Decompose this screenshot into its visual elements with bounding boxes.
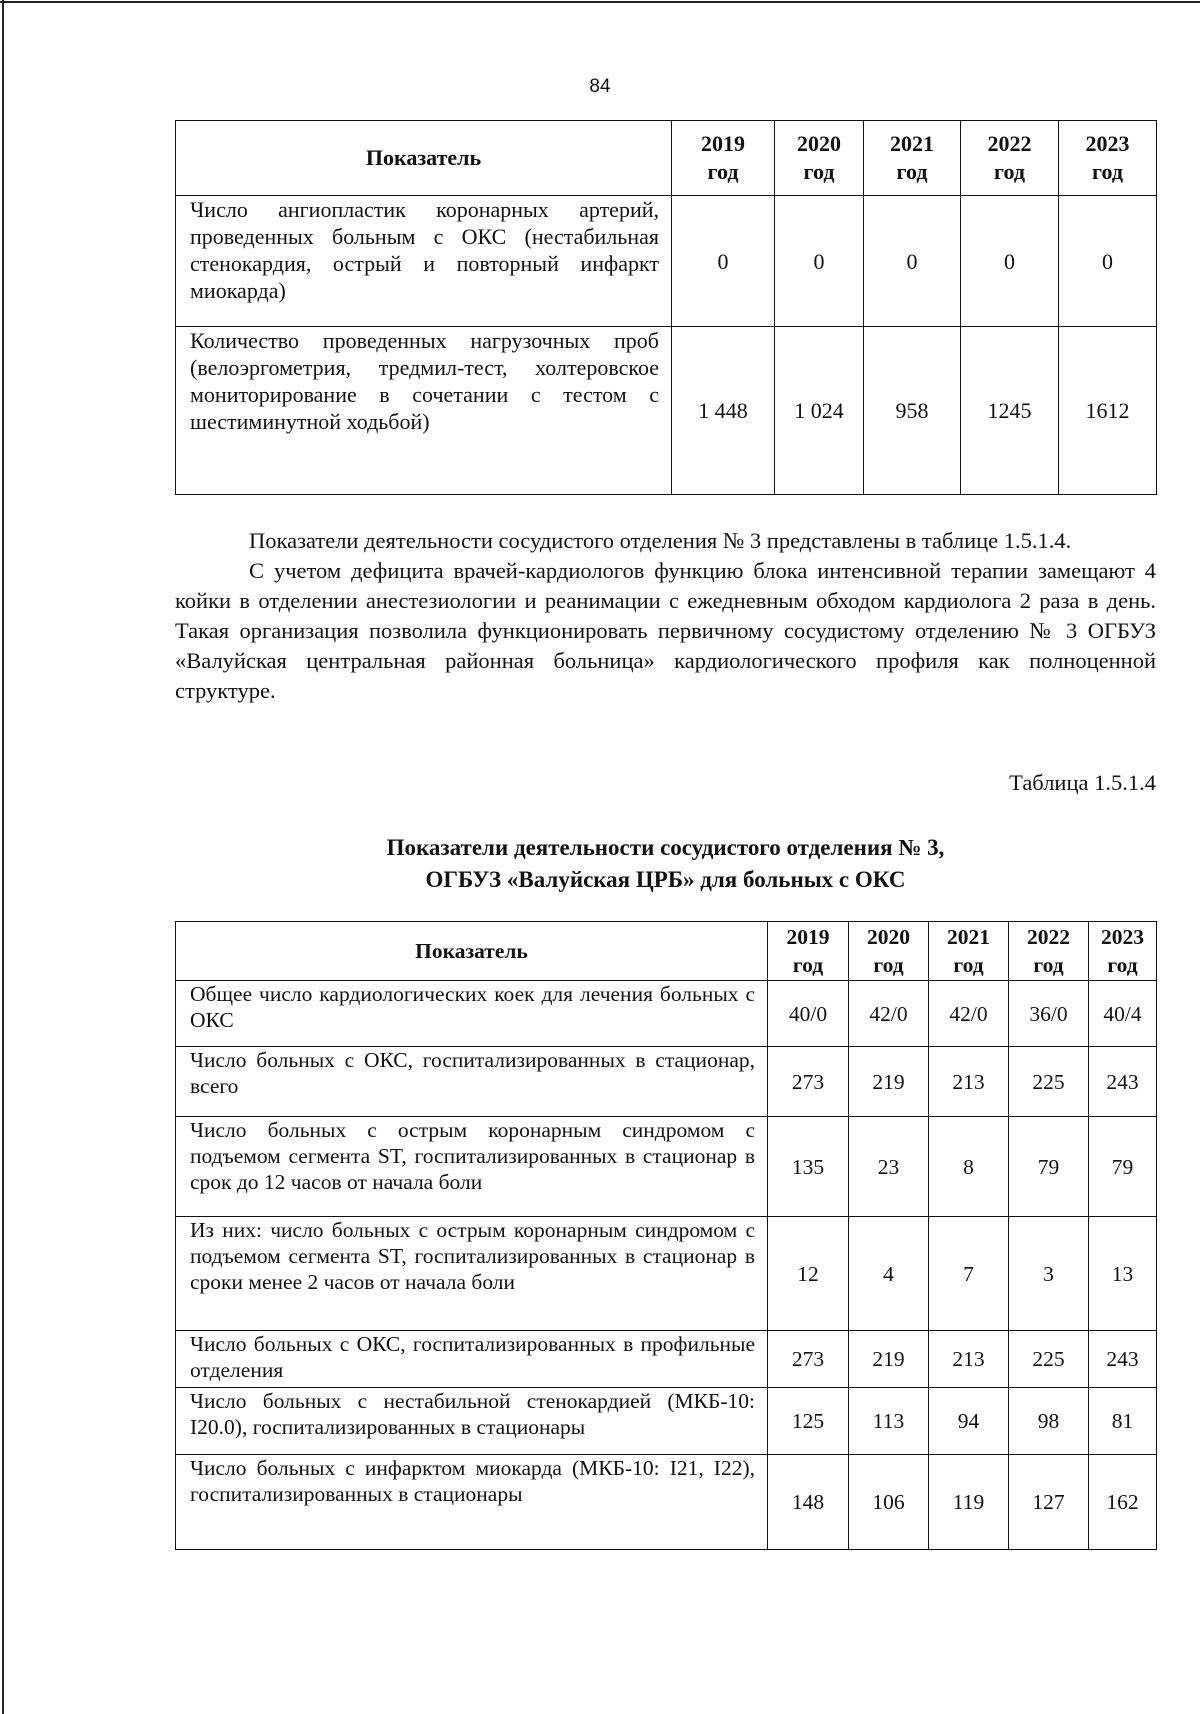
table-1-5-1-4 [175, 921, 1157, 1550]
cell-value: 243 [1089, 1331, 1157, 1388]
header-2019: 2019 год [672, 121, 775, 196]
cell-value: 3 [1009, 1217, 1089, 1331]
row-label: Число больных с нестабильной стенокардией (МКБ-10: I20.0), госпитализированных в стационары [176, 1388, 768, 1455]
header-2021: 2021 год [864, 121, 961, 196]
cell-value: 148 [768, 1455, 849, 1550]
table-row [176, 1217, 1157, 1331]
table-caption: Таблица 1.5.1.4 [1009, 770, 1156, 795]
header-2022: 2022 год [1009, 922, 1089, 981]
cell-value: 125 [768, 1388, 849, 1455]
cell-value: 958 [864, 327, 961, 495]
header-indicator: Показатель [176, 121, 672, 196]
header-2019: 2019 год [768, 922, 849, 981]
cell-value: 12 [768, 1217, 849, 1331]
header-2020: 2020 год [849, 922, 929, 981]
cell-value: 0 [864, 196, 961, 327]
cell-value: 225 [1009, 1331, 1089, 1388]
row-label: Число больных с ОКС, госпитализированных в стационар, всего [176, 1047, 768, 1117]
cell-value: 0 [961, 196, 1059, 327]
cell-value: 162 [1089, 1455, 1157, 1550]
body-text [175, 526, 1156, 706]
cell-value: 4 [849, 1217, 929, 1331]
cell-value: 8 [929, 1117, 1009, 1217]
row-label: Количество проведенных нагрузочных проб (велоэргометрия, тредмил-тест, холтеровское мониторирование в сочетании с тестом с шестиминутной ходьбой) [176, 327, 672, 495]
cell-value: 42/0 [929, 981, 1009, 1047]
cell-value: 1 448 [672, 327, 775, 495]
row-label: Число больных с ОКС, госпитализированных в профильные отделения [176, 1331, 768, 1388]
cell-value: 1245 [961, 327, 1059, 495]
cell-value: 0 [1059, 196, 1157, 327]
table-row [176, 981, 1157, 1047]
cell-value: 36/0 [1009, 981, 1089, 1047]
header-2021: 2021 год [929, 922, 1009, 981]
table-row [176, 327, 1157, 495]
header-2023: 2023 год [1089, 922, 1157, 981]
cell-value: 243 [1089, 1047, 1157, 1117]
cell-value: 94 [929, 1388, 1009, 1455]
header-2020: 2020 год [775, 121, 864, 196]
table-row [176, 1455, 1157, 1550]
cell-value: 119 [929, 1455, 1009, 1550]
cell-value: 219 [849, 1047, 929, 1117]
table-row [176, 1388, 1157, 1455]
cell-value: 113 [849, 1388, 929, 1455]
header-indicator: Показатель [176, 922, 768, 981]
cell-value: 1612 [1059, 327, 1157, 495]
page-number: 84 [589, 76, 611, 97]
cell-value: 213 [929, 1331, 1009, 1388]
cell-value: 135 [768, 1117, 849, 1217]
cell-value: 98 [1009, 1388, 1089, 1455]
table-row [176, 1331, 1157, 1388]
header-2022: 2022 год [961, 121, 1059, 196]
cell-value: 79 [1009, 1117, 1089, 1217]
cell-value: 40/4 [1089, 981, 1157, 1047]
row-label: Число ангиопластик коронарных артерий, проведенных больным с ОКС (нестабильная стенокардия, острый и повторный инфаркт миокарда) [176, 196, 672, 327]
cell-value: 1 024 [775, 327, 864, 495]
table-title [175, 832, 1156, 896]
cell-value: 273 [768, 1047, 849, 1117]
table-row [176, 1117, 1157, 1217]
cell-value: 42/0 [849, 981, 929, 1047]
table-header-row [176, 922, 1157, 981]
cell-value: 127 [1009, 1455, 1089, 1550]
cell-value: 40/0 [768, 981, 849, 1047]
cell-value: 0 [672, 196, 775, 327]
cell-value: 273 [768, 1331, 849, 1388]
table-row [176, 196, 1157, 327]
page-border-top [0, 1, 1200, 3]
row-label: Из них: число больных с острым коронарным синдромом с подъемом сегмента ST, госпитализированных в стационар в сроки менее 2 часов от начала боли [176, 1217, 768, 1331]
row-label: Общее число кардиологических коек для лечения больных с ОКС [176, 981, 768, 1047]
cell-value: 7 [929, 1217, 1009, 1331]
table-row [176, 1047, 1157, 1117]
header-2023: 2023 год [1059, 121, 1157, 196]
cell-value: 219 [849, 1331, 929, 1388]
cell-value: 0 [775, 196, 864, 327]
row-label: Число больных с острым коронарным синдромом с подъемом сегмента ST, госпитализированных в стационар в срок до 12 часов от начала боли [176, 1117, 768, 1217]
cell-value: 23 [849, 1117, 929, 1217]
cell-value: 225 [1009, 1047, 1089, 1117]
paragraph: С учетом дефицита врачей-кардиологов функцию блока интенсивной терапии замещают 4 койки в отделении анестезиологии и реанимации с ежедневным обходом кардиолога 2 раза в день. Такая организация позволила функционировать первичному сосудистому отделению № 3 ОГБУЗ «Валуйская центральная районная больница» кардиологического профиля как полноценной структуре. [175, 558, 1156, 703]
table-title-line: Показатели деятельности сосудистого отделения № 3, [386, 835, 945, 860]
cell-value: 213 [929, 1047, 1009, 1117]
table-continuation [175, 120, 1157, 495]
page-border-left [2, 0, 4, 1714]
cell-value: 13 [1089, 1217, 1157, 1331]
table-header-row [176, 121, 1157, 196]
paragraph: Показатели деятельности сосудистого отделения № 3 представлены в таблице 1.5.1.4. [249, 528, 1072, 553]
cell-value: 81 [1089, 1388, 1157, 1455]
table-title-line: ОГБУЗ «Валуйская ЦРБ» для больных с ОКС [425, 867, 906, 892]
cell-value: 79 [1089, 1117, 1157, 1217]
row-label: Число больных с инфарктом миокарда (МКБ-10: I21, I22), госпитализированных в стационары [176, 1455, 768, 1550]
cell-value: 106 [849, 1455, 929, 1550]
